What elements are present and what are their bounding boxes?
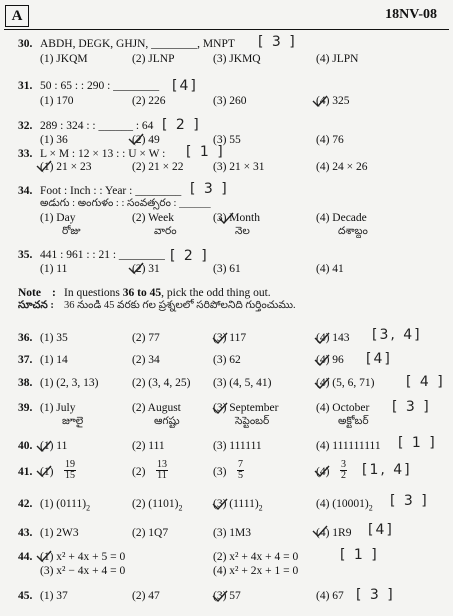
question-number: 36.	[18, 332, 33, 344]
base-subscript: 2	[368, 503, 373, 513]
option-2: (2) 1Q7	[132, 527, 169, 539]
handwritten-answer: [4]	[368, 522, 394, 538]
note-range: 36 to 45	[122, 287, 162, 299]
option-3: (3) 57	[213, 590, 241, 602]
option-1-fraction	[64, 460, 76, 481]
option-4: (4) 1R9	[316, 527, 352, 539]
option-4: (4) 41	[316, 263, 344, 275]
tick-mark-icon	[314, 377, 330, 389]
question-number: 35.	[18, 249, 33, 261]
option-2: (2) 226	[132, 95, 166, 107]
option-4-telugu: అక్టోబర్	[338, 416, 369, 427]
question-number: 34.	[18, 185, 33, 197]
booklet-series-box: A	[5, 5, 29, 27]
option-3: (3) September	[213, 402, 279, 414]
handwritten-answer: [ 1 ]	[340, 547, 379, 563]
option-4-text: (4) (10001)	[316, 498, 369, 510]
tick-mark-icon	[36, 160, 52, 172]
handwritten-answer: [ 3 ]	[390, 493, 429, 509]
paper-code: 18NV-08	[385, 7, 437, 22]
question-number: 30.	[18, 38, 33, 50]
tick-mark-icon	[36, 440, 52, 452]
option-4: (4) October	[316, 402, 370, 414]
option-3: (3) 111111	[213, 440, 262, 452]
handwritten-answer: [4]	[366, 351, 392, 367]
question-number: 42.	[18, 498, 33, 510]
option-2: (2) JLNP	[132, 53, 175, 65]
option-3: (3) 1M3	[213, 527, 252, 539]
base-subscript: 2	[86, 503, 91, 513]
option-1-telugu: రోజు	[62, 226, 81, 237]
option-1: (1) 14	[40, 354, 68, 366]
option-1: (1) (2, 3, 13)	[40, 377, 99, 389]
tick-mark-icon	[128, 262, 144, 274]
option-1: (1) 21 × 23	[40, 161, 92, 173]
question-number: 33.	[18, 148, 33, 160]
question-number: 40.	[18, 440, 33, 452]
option-2	[132, 498, 183, 512]
tick-mark-icon	[212, 498, 228, 510]
question-stem: L × M : 12 × 13 : : U × W :	[40, 148, 166, 160]
option-4: (4) 24 × 26	[316, 161, 368, 173]
option-1-text: (1) (0111)	[40, 498, 87, 510]
option-2: (2) 77	[132, 332, 160, 344]
option-3: (3) Month	[213, 212, 260, 224]
option-4: (4) 143	[316, 332, 350, 344]
question-number: 43.	[18, 527, 33, 539]
header-divider	[4, 29, 449, 30]
option-1: (1) Day	[40, 212, 76, 224]
base-subscript: 2	[258, 503, 263, 513]
option-2: (2) 49	[132, 134, 160, 146]
handwritten-answer: [1, 4]	[362, 462, 412, 478]
tick-mark-icon	[212, 590, 228, 602]
option-3-telugu: సెప్టెంబర్	[235, 416, 270, 427]
option-4: (4) Decade	[316, 212, 367, 224]
numerator: 19	[65, 459, 75, 470]
option-4: (4) 67	[316, 590, 344, 602]
tick-mark-icon	[212, 402, 228, 414]
option-2-text: (2) (1101)	[132, 498, 179, 510]
option-2: (2) 47	[132, 590, 160, 602]
note-colon: :	[52, 287, 56, 299]
option-3: (3) 21 × 31	[213, 161, 265, 173]
option-3: (3) 55	[213, 134, 241, 146]
option-3: (3) 117	[213, 332, 247, 344]
option-2: (2) August	[132, 402, 181, 414]
question-number: 31.	[18, 80, 33, 92]
option-4: (4) 325	[316, 95, 350, 107]
option-3-telugu: నెల	[235, 226, 250, 237]
tick-mark-icon	[212, 332, 228, 344]
tick-mark-icon	[36, 550, 52, 562]
option-2-telugu: ఆగష్టు	[154, 416, 180, 427]
handwritten-answer: [ 3 ]	[356, 587, 395, 603]
question-number: 37.	[18, 354, 33, 366]
option-2-label: (2)	[132, 466, 146, 478]
denominator: 11	[157, 470, 167, 481]
denominator: 15	[65, 470, 75, 481]
question-number: 32.	[18, 120, 33, 132]
option-2: (2) 21 × 22	[132, 161, 184, 173]
note-text-post: , pick the odd thing out.	[161, 287, 271, 299]
option-2: (2) (3, 4, 25)	[132, 377, 191, 389]
option-2: (2) 34	[132, 354, 160, 366]
option-1	[40, 498, 90, 512]
option-3-label: (3)	[213, 466, 227, 478]
question-number: 45.	[18, 590, 33, 602]
numerator: 3	[341, 459, 346, 470]
question-number: 44.	[18, 551, 33, 563]
note-label: Note	[18, 287, 41, 299]
option-2: (2) x² + 4x + 4 = 0	[213, 551, 299, 563]
handwritten-answer: [ 2 ]	[162, 117, 201, 133]
option-4: (4) JLPN	[316, 53, 359, 65]
question-number: 38.	[18, 377, 33, 389]
option-1: (1) x² + 4x + 5 = 0	[40, 551, 126, 563]
option-2-fraction	[156, 460, 168, 481]
handwritten-answer: [3, 4]	[372, 327, 422, 343]
base-subscript: 2	[178, 503, 183, 513]
option-1: (1) JKQM	[40, 53, 88, 65]
option-1: (1) 11	[40, 263, 68, 275]
option-1-label: (1)	[40, 466, 54, 478]
option-1-telugu: జూలై	[62, 416, 84, 427]
option-3: (3) JKMQ	[213, 53, 261, 65]
option-1: (1) 2W3	[40, 527, 79, 539]
option-1: (1) 170	[40, 95, 74, 107]
question-stem: ABDH, DEGK, GHJN, ________, MNPT	[40, 38, 235, 50]
note-text-telugu: 36 నుండి 45 వరకు గల ప్రశ్నలలో సరిపోలనిది గుర్తించుము.	[64, 300, 296, 311]
handwritten-answer: [ 3 ]	[190, 181, 229, 197]
tick-mark-icon	[314, 332, 330, 344]
option-4	[316, 498, 373, 512]
handwritten-answer: [4]	[172, 78, 198, 94]
denominator: 2	[341, 470, 346, 481]
question-number: 41.	[18, 466, 33, 478]
option-4-telugu: దశాబ్దం	[338, 226, 368, 237]
option-4: (4) 96	[316, 354, 344, 366]
option-2-telugu: వారం	[154, 226, 177, 237]
handwritten-answer: [ 3 ]	[258, 34, 297, 50]
option-1: (1) 11	[40, 440, 68, 452]
tick-mark-icon	[312, 95, 328, 107]
question-stem: 50 : 65 : : 290 : ________	[40, 80, 160, 92]
option-4-fraction	[340, 460, 347, 481]
tick-mark-icon	[218, 212, 234, 224]
tick-mark-icon	[314, 354, 330, 366]
option-3: (3) (4, 5, 41)	[213, 377, 272, 389]
option-1: (1) 35	[40, 332, 68, 344]
question-stem: 289 : 324 : : ______ : 64	[40, 120, 154, 132]
note-text-pre: In questions	[64, 287, 123, 299]
tick-mark-icon	[128, 133, 144, 145]
option-3-text: (3) (1111)	[213, 498, 259, 510]
handwritten-answer: [ 4 ]	[406, 374, 445, 390]
handwritten-answer: [ 3 ]	[392, 399, 431, 415]
option-4: (4) (5, 6, 71)	[316, 377, 375, 389]
tick-mark-icon	[314, 465, 330, 477]
question-number: 39.	[18, 402, 33, 414]
note-label-telugu: సూచన :	[18, 300, 54, 311]
handwritten-answer: [ 1 ]	[186, 144, 225, 160]
question-stem: Foot : Inch : : Year : ________	[40, 185, 182, 197]
option-1: (1) 36	[40, 134, 68, 146]
option-3-fraction	[237, 460, 244, 481]
option-4: (4) 111111111	[316, 440, 381, 452]
option-2: (2) Week	[132, 212, 174, 224]
question-stem: 441 : 961 : : 21 : ________	[40, 249, 165, 261]
tick-mark-icon	[36, 465, 52, 477]
option-2: (2) 31	[132, 263, 160, 275]
denominator: 5	[238, 470, 243, 481]
option-3: (3) x² − 4x + 4 = 0	[40, 565, 126, 577]
option-3: (3) 61	[213, 263, 241, 275]
option-1: (1) July	[40, 402, 76, 414]
option-3: (3) 62	[213, 354, 241, 366]
option-4-label: (4)	[316, 466, 330, 478]
tick-mark-icon	[312, 525, 328, 537]
handwritten-answer: [ 1 ]	[398, 435, 437, 451]
numerator: 7	[238, 459, 243, 470]
option-1: (1) 37	[40, 590, 68, 602]
option-3: (3) 260	[213, 95, 247, 107]
option-4: (4) 76	[316, 134, 344, 146]
note-text	[64, 287, 271, 299]
option-2: (2) 111	[132, 440, 165, 452]
question-stem-telugu: అడుగు : అంగుళం : : సంవత్సరం : ______	[40, 198, 211, 209]
handwritten-answer: [ 2 ]	[170, 248, 209, 264]
option-4: (4) x² + 2x + 1 = 0	[213, 565, 299, 577]
numerator: 13	[157, 459, 167, 470]
